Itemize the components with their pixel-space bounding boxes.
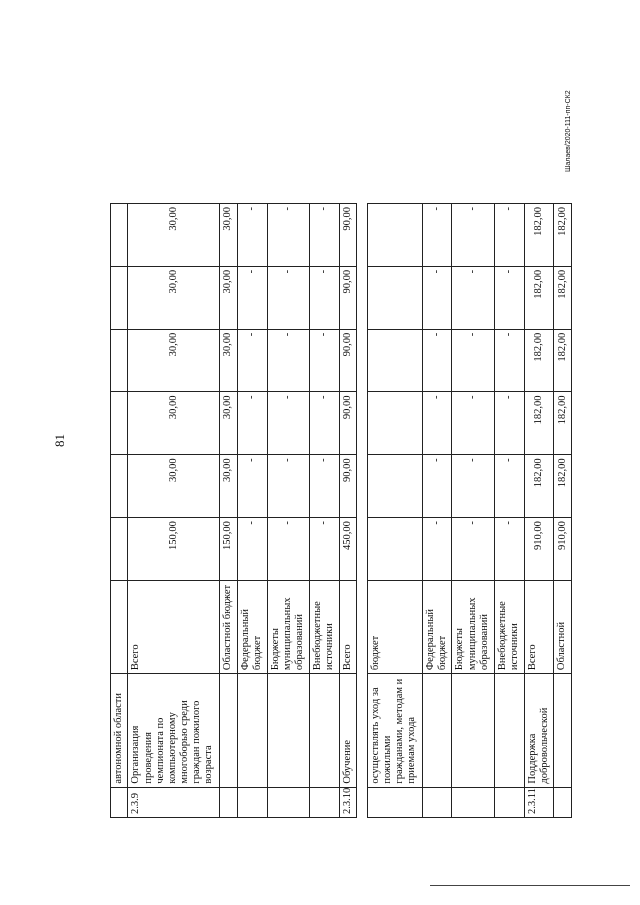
row-source: Областной [554, 580, 572, 673]
row-value: 450,00 [339, 518, 356, 581]
row-value: - [494, 518, 524, 581]
row-value: - [309, 329, 339, 392]
row-value [368, 204, 423, 267]
table-row [111, 204, 128, 818]
row-code [111, 787, 128, 817]
row-code: 2.3.9 [128, 787, 220, 817]
table-row [128, 204, 220, 818]
row-value: 30,00 [128, 266, 220, 329]
row-source: Всего [339, 580, 356, 673]
row-name [267, 674, 309, 787]
table-row [309, 204, 339, 818]
row-name [220, 674, 237, 787]
row-value [111, 392, 128, 455]
row-value: - [267, 329, 309, 392]
row-name [309, 674, 339, 787]
row-value: - [452, 392, 494, 455]
row-value: 90,00 [339, 266, 356, 329]
table-row [524, 204, 554, 818]
row-value: - [452, 455, 494, 518]
row-name: Поддержка добровольческой [524, 674, 554, 787]
row-value: 182,00 [524, 204, 554, 267]
row-value: 30,00 [220, 455, 237, 518]
row-value: 30,00 [128, 204, 220, 267]
row-name [554, 674, 572, 787]
row-value: 30,00 [220, 266, 237, 329]
row-value: - [452, 518, 494, 581]
row-value: - [267, 204, 309, 267]
page-break-gap [357, 204, 368, 818]
row-value: - [422, 455, 452, 518]
row-value: 182,00 [554, 455, 572, 518]
row-code [309, 787, 339, 817]
row-value: - [267, 455, 309, 518]
row-source: Внебюджетные источники [309, 580, 339, 673]
row-value: - [494, 329, 524, 392]
footer-line [430, 885, 630, 886]
row-value: - [267, 518, 309, 581]
row-name: осуществлять уход за пожилыми гражданами, методам и приемам ухода [368, 674, 423, 787]
row-value: 910,00 [554, 518, 572, 581]
row-value: - [237, 204, 267, 267]
row-source: Бюджеты муниципальных образований [452, 580, 494, 673]
row-value [111, 329, 128, 392]
table-row [267, 204, 309, 818]
row-value: - [494, 266, 524, 329]
table-row [339, 204, 356, 818]
row-value: 150,00 [220, 518, 237, 581]
row-value: 910,00 [524, 518, 554, 581]
row-source: Всего [128, 580, 220, 673]
row-value: - [237, 329, 267, 392]
row-code [452, 787, 494, 817]
row-source [111, 580, 128, 673]
row-source: Всего [524, 580, 554, 673]
row-value [111, 518, 128, 581]
row-name: автономной области [111, 674, 128, 787]
row-name: Организация проведения чемпионата по компьютерному многоборью среди граждан пожилого возраста [128, 674, 220, 787]
row-source: Областной бюджет [220, 580, 237, 673]
document-code: Шалаев/2020-111-пп-СК2 [565, 90, 572, 172]
table-body [111, 204, 572, 818]
row-value [368, 518, 423, 581]
row-source: Федеральный бюджет [422, 580, 452, 673]
row-value: - [494, 392, 524, 455]
row-value: 30,00 [128, 392, 220, 455]
row-code [267, 787, 309, 817]
row-value: - [237, 392, 267, 455]
row-value: 30,00 [220, 204, 237, 267]
row-source: Внебюджетные источники [494, 580, 524, 673]
row-value: 182,00 [554, 392, 572, 455]
row-value [111, 455, 128, 518]
row-value: 182,00 [524, 329, 554, 392]
row-value: - [267, 392, 309, 455]
row-value: - [422, 518, 452, 581]
row-value: - [422, 266, 452, 329]
row-value: - [494, 455, 524, 518]
row-value: 182,00 [554, 329, 572, 392]
row-value: - [309, 204, 339, 267]
row-value: - [237, 518, 267, 581]
row-value: 30,00 [220, 392, 237, 455]
row-value: 150,00 [128, 518, 220, 581]
table-row [220, 204, 237, 818]
row-code [220, 787, 237, 817]
row-value: - [237, 266, 267, 329]
row-value: 90,00 [339, 392, 356, 455]
row-value: - [237, 455, 267, 518]
row-name: Обучение [339, 674, 356, 787]
row-source: Федеральный бюджет [237, 580, 267, 673]
row-value: - [309, 455, 339, 518]
row-value [368, 392, 423, 455]
row-value: - [309, 266, 339, 329]
row-code: 2.3.10 [339, 787, 356, 817]
row-value: 90,00 [339, 329, 356, 392]
row-code [237, 787, 267, 817]
page-number: 81 [52, 434, 67, 447]
row-value: - [452, 204, 494, 267]
row-code [494, 787, 524, 817]
budget-table [110, 203, 572, 818]
row-value: - [494, 204, 524, 267]
row-value: - [309, 392, 339, 455]
row-value: - [422, 392, 452, 455]
row-value: 182,00 [524, 392, 554, 455]
row-value: - [422, 329, 452, 392]
row-value [111, 266, 128, 329]
row-value: 182,00 [524, 266, 554, 329]
table-row [237, 204, 267, 818]
row-value: 30,00 [128, 455, 220, 518]
row-code [368, 787, 423, 817]
row-value: - [452, 329, 494, 392]
row-value: 182,00 [554, 266, 572, 329]
budget-table-rotated [110, 203, 572, 818]
row-value [368, 329, 423, 392]
row-name [422, 674, 452, 787]
row-name [237, 674, 267, 787]
row-value: 182,00 [554, 204, 572, 267]
row-code [422, 787, 452, 817]
row-value: - [452, 266, 494, 329]
table-row [554, 204, 572, 818]
row-source: бюджет [368, 580, 423, 673]
row-value: - [422, 204, 452, 267]
row-value [368, 455, 423, 518]
table-row [494, 204, 524, 818]
row-value: 30,00 [220, 329, 237, 392]
table-row [452, 204, 494, 818]
row-code: 2.3.11 [524, 787, 554, 817]
row-value: - [267, 266, 309, 329]
row-name [452, 674, 494, 787]
row-value: 182,00 [524, 455, 554, 518]
row-value [111, 204, 128, 267]
row-source: Бюджеты муниципальных образований [267, 580, 309, 673]
table-row [422, 204, 452, 818]
table-row [368, 204, 423, 818]
row-value: 90,00 [339, 455, 356, 518]
row-value: 90,00 [339, 204, 356, 267]
row-name [494, 674, 524, 787]
row-value: - [309, 518, 339, 581]
row-value: 30,00 [128, 329, 220, 392]
row-value [368, 266, 423, 329]
row-code [554, 787, 572, 817]
